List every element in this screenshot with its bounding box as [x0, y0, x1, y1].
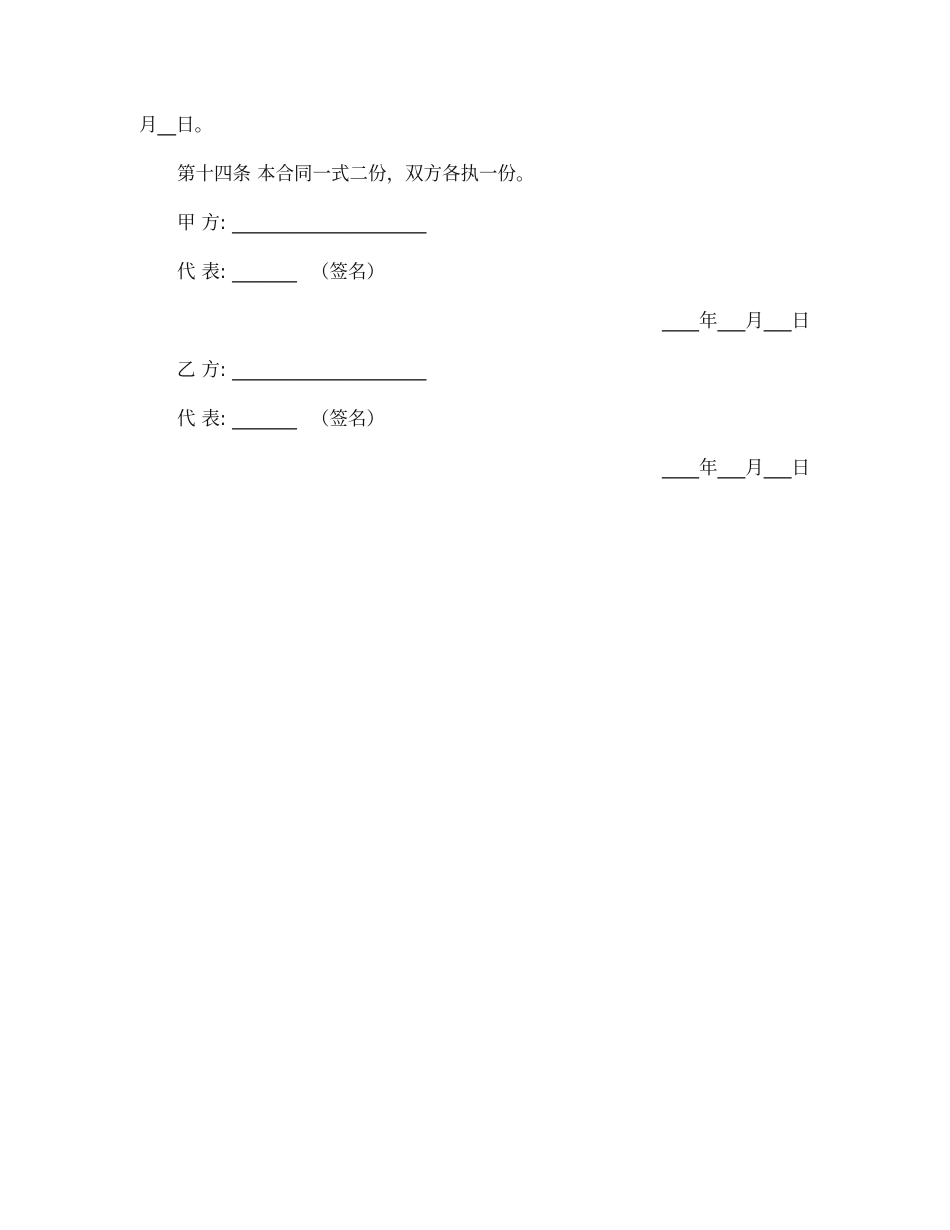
- party-b-line: [177, 359, 426, 383]
- article-14-text: 本合同一式二份，双方各执一份。: [257, 164, 535, 185]
- party-a-name-field[interactable]: _____________________: [232, 213, 427, 234]
- party-a-sign-note: （签名）: [310, 262, 385, 283]
- article-14: [177, 163, 535, 187]
- party-b-label: 乙 方:: [177, 360, 227, 381]
- continuation-text: 月__日。: [139, 115, 214, 136]
- party-b-name-field[interactable]: _____________________: [232, 360, 427, 381]
- party-b-rep-field[interactable]: _______: [232, 409, 297, 430]
- party-a-date-line: [662, 310, 810, 334]
- party-b-date-field[interactable]: ____年___月___日: [661, 458, 810, 479]
- party-a-label: 甲 方:: [177, 213, 227, 234]
- party-a-line: [177, 212, 426, 236]
- party-a-rep-label: 代 表:: [177, 262, 227, 283]
- party-a-rep-field[interactable]: _______: [232, 262, 297, 283]
- continuation-line: [139, 114, 213, 138]
- party-b-sign-note: （签名）: [310, 409, 385, 430]
- party-b-rep-label: 代 表:: [177, 409, 227, 430]
- party-b-representative-line: [177, 408, 385, 432]
- article-14-title: 第十四条: [177, 164, 252, 185]
- party-a-date-field[interactable]: ____年___月___日: [661, 311, 810, 332]
- party-a-representative-line: [177, 261, 385, 285]
- party-b-date-line: [662, 457, 810, 481]
